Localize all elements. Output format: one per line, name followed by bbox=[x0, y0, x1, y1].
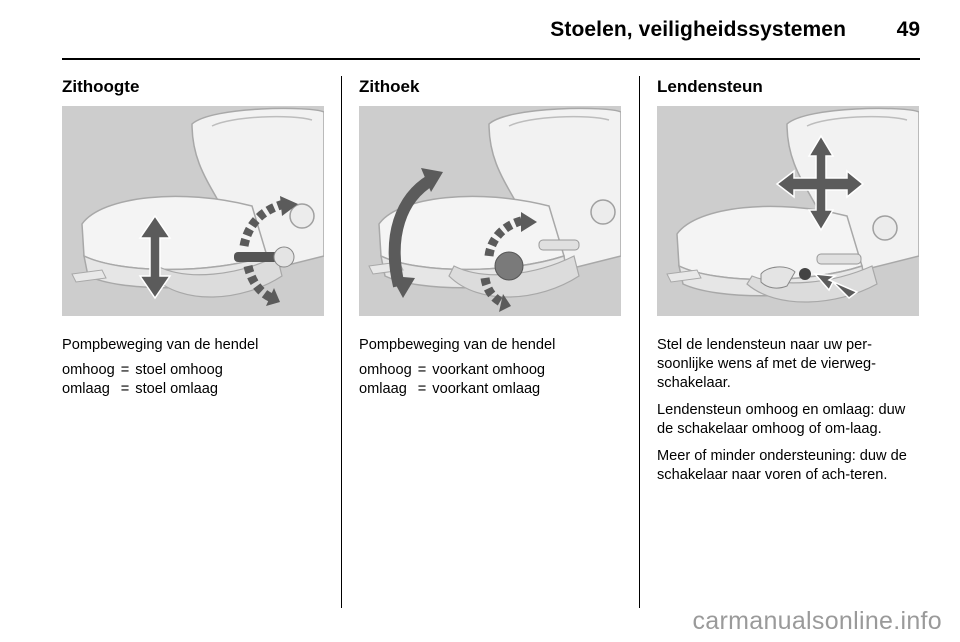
mapping-value: stoel omlaag bbox=[135, 381, 219, 397]
mapping-value: voorkant omlaag bbox=[432, 381, 541, 397]
section-zithoogte bbox=[62, 76, 324, 399]
seat-height-image bbox=[62, 106, 324, 316]
page-number: 49 bbox=[896, 18, 920, 41]
seat-height-illustration bbox=[62, 106, 324, 316]
caption: Pompbeweging van de hendel bbox=[359, 337, 556, 353]
column-divider bbox=[639, 76, 640, 608]
column-divider bbox=[341, 76, 342, 608]
mapping-row bbox=[359, 380, 545, 399]
seat-tilt-image bbox=[359, 106, 621, 316]
mapping-key: omhoog bbox=[62, 362, 115, 378]
control-mapping bbox=[359, 361, 545, 399]
mapping-value: voorkant omhoog bbox=[432, 362, 546, 378]
mapping-separator: = bbox=[120, 381, 130, 397]
mapping-row bbox=[359, 361, 545, 380]
header-rule bbox=[62, 58, 920, 60]
mapping-value: stoel omhoog bbox=[135, 362, 223, 378]
mapping-separator: = bbox=[417, 381, 427, 397]
mapping-separator: = bbox=[120, 362, 130, 378]
mapping-key: omlaag bbox=[359, 381, 407, 397]
section-lendensteun bbox=[657, 76, 919, 493]
section-title: Stoelen, veiligheidssystemen bbox=[550, 18, 846, 41]
paragraph: Meer of minder ondersteuning: duw de schakelaar naar voren of ach-teren. bbox=[657, 448, 907, 483]
caption: Pompbeweging van de hendel bbox=[62, 337, 259, 353]
lumbar-support-illustration bbox=[657, 106, 919, 316]
watermark: carmanualsonline.info bbox=[692, 607, 942, 635]
section-heading: Zithoogte bbox=[62, 77, 140, 96]
page-header bbox=[62, 18, 920, 58]
seat-tilt-illustration bbox=[359, 106, 621, 316]
paragraph: Lendensteun omhoog en omlaag: duw de schakelaar omhoog of om-laag. bbox=[657, 402, 906, 437]
section-zithoek bbox=[359, 76, 621, 399]
mapping-row bbox=[62, 361, 223, 380]
mapping-key: omlaag bbox=[62, 381, 110, 397]
mapping-key: omhoog bbox=[359, 362, 412, 378]
section-heading: Lendensteun bbox=[657, 77, 763, 96]
mapping-row bbox=[62, 380, 223, 399]
section-heading: Zithoek bbox=[359, 77, 420, 96]
control-mapping bbox=[62, 361, 223, 399]
lumbar-support-image bbox=[657, 106, 919, 316]
paragraph: Stel de lendensteun naar uw per-soonlijke wens af met de vierweg-schakelaar. bbox=[657, 337, 877, 391]
mapping-separator: = bbox=[417, 362, 427, 378]
